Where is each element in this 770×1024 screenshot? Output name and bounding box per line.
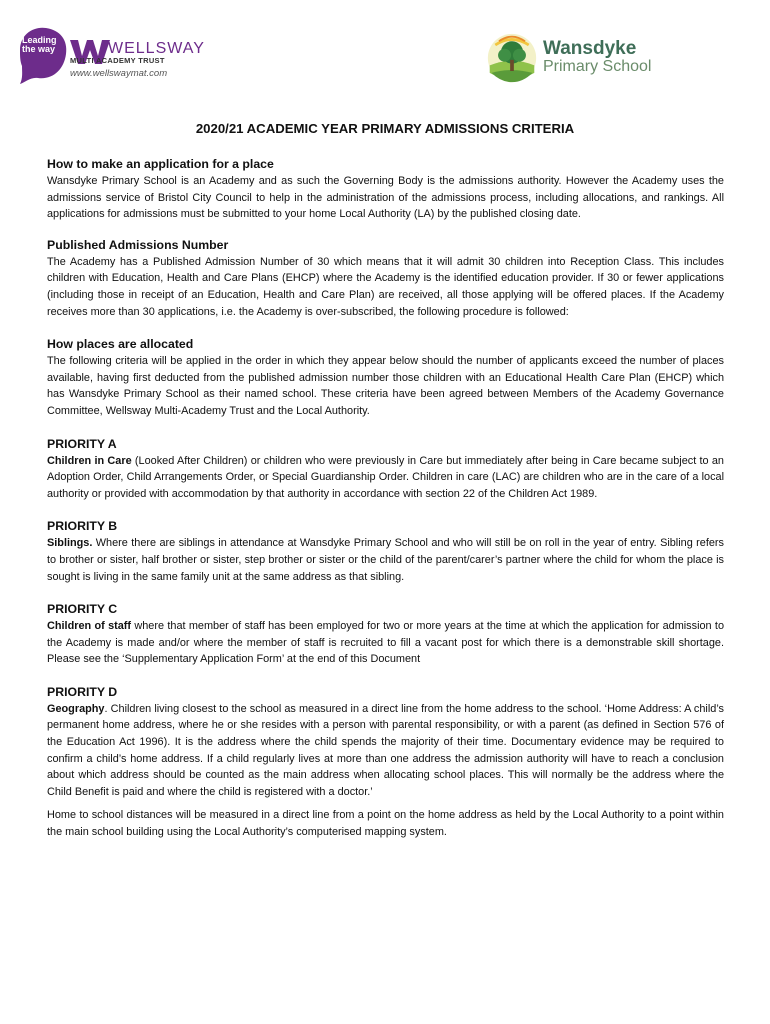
priority-d-text [47, 701, 724, 801]
wansdyke-tree-icon [486, 32, 538, 84]
wellsway-subtitle: MULTI ACADEMY TRUST [70, 56, 165, 65]
section-text-pan: The Academy has a Published Admission Number of 30 which means that it will admit 30 children into Reception Class. This includes children with Education, Health and Care Plans (EHCP) where the Academy is the identified education provider. If 30 or fewer applications (including those in receipt of an Education, Health and Care Plan) are received, all those applying will be offered places. If the Academy receives more than 30 applications, i.e. the Academy is over-subscribed, the following procedure is followed: [47, 255, 724, 318]
priority-b-lead: Siblings. [47, 537, 93, 550]
priority-b-text [47, 535, 724, 585]
wansdyke-subtitle: Primary School [543, 58, 652, 75]
wellsway-url: www.wellswaymat.com [70, 68, 168, 79]
section-heading-pan: Published Admissions Number [47, 237, 229, 252]
priority-d-body: . Children living closest to the school as measured in a direct line from the home address to the school. ‘Home Address: A child’s permanent home address, where he or she resides with a person with parental responsibility, or with a parent (as defined in Section 576 of the Education Act 1996). It is the address where the child spends the majority of their time. Documentary evidence may be required to confirm a child’s home address. If a child regularly lives at more than one address the admission authority will have to reach a conclusion about which address should be counted as the main address when allocating school places. This will normally be the address where the Child Benefit is paid and where the child is registered with a doctor.’ [47, 702, 724, 798]
priority-d-text-2: Home to school distances will be measured in a direct line from a point on the home address as held by the Local Authority to a point within the main school building using the Local Authority’s computerised mapping system. [47, 809, 724, 839]
section-heading-application: How to make an application for a place [47, 157, 274, 171]
priority-b-body: Where there are siblings in attendance at Wansdyke Primary School and who will still be on roll in the year of entry. Sibling refers to brother or sister, half brother or sister, step brother or sister or the child of the parent/carer’s partner where the child for whom the place is sought is living in the same family unit at the same address as that sibling. [47, 537, 724, 583]
priority-a-heading: PRIORITY A [47, 436, 117, 451]
priority-a-text [47, 453, 724, 503]
priority-c-body: where that member of staff has been employed for two or more years at the time at which the application for admission to the Academy is made and/or where the member of staff is recruited to fill a vacant post for which there is a demonstrable skill shortage. Please see the ‘Supplementary Application Form’ at the end of this Document [47, 620, 725, 666]
section-text-allocation: The following criteria will be applied in the order in which they appear below should the number of applicants exceed the number of places available, having first deducted from the published admission number those children with an Educational Health Care Plan (EHCP) which has Wansdyke Primary School as their named school. These criteria have been agreed between Members of the Academy Governance Committee, Wellsway Multi-Academy Trust and the Local Authority. [47, 355, 724, 417]
priority-d-lead: Geography [47, 702, 105, 715]
document-body [47, 156, 724, 841]
priority-c-lead: Children of staff [47, 620, 132, 633]
wellsway-name: WELLSWAY [108, 40, 205, 57]
section-heading-allocation: How places are allocated [47, 337, 194, 352]
priority-c-heading: PRIORITY C [47, 602, 118, 617]
priority-b-heading: PRIORITY B [47, 519, 118, 534]
priority-a-body: (Looked After Children) or children who were previously in Care but immediately after being in Care became subject to an Adoption Order, Child Arrangements Order, or Special Guardianship Order. Children in care (LAC) are children who are in the care of a local authority or provided with accommodation by that authority in accordance with section 22 of the Children Act 1989. [47, 454, 724, 500]
priority-a-lead: Children in Care [47, 454, 132, 467]
priority-c-text [47, 618, 724, 668]
section-text-application: Wansdyke Primary School is an Academy and as such the Governing Body is the admissions authority. However the Academy uses the admissions service of Bristol City Council to help in the administration of the admissions process, including allocations, and rankings. All applications for admissions must be submitted to your home Local Authority (LA) by the published closing date. [47, 175, 724, 221]
document-title: 2020/21 ACADEMIC YEAR PRIMARY ADMISSIONS CRITERIA [195, 121, 575, 136]
logo-badge-text: Leading the way [22, 35, 57, 54]
priority-d-heading: PRIORITY D [47, 684, 118, 699]
wansdyke-name: Wansdyke [543, 38, 637, 59]
